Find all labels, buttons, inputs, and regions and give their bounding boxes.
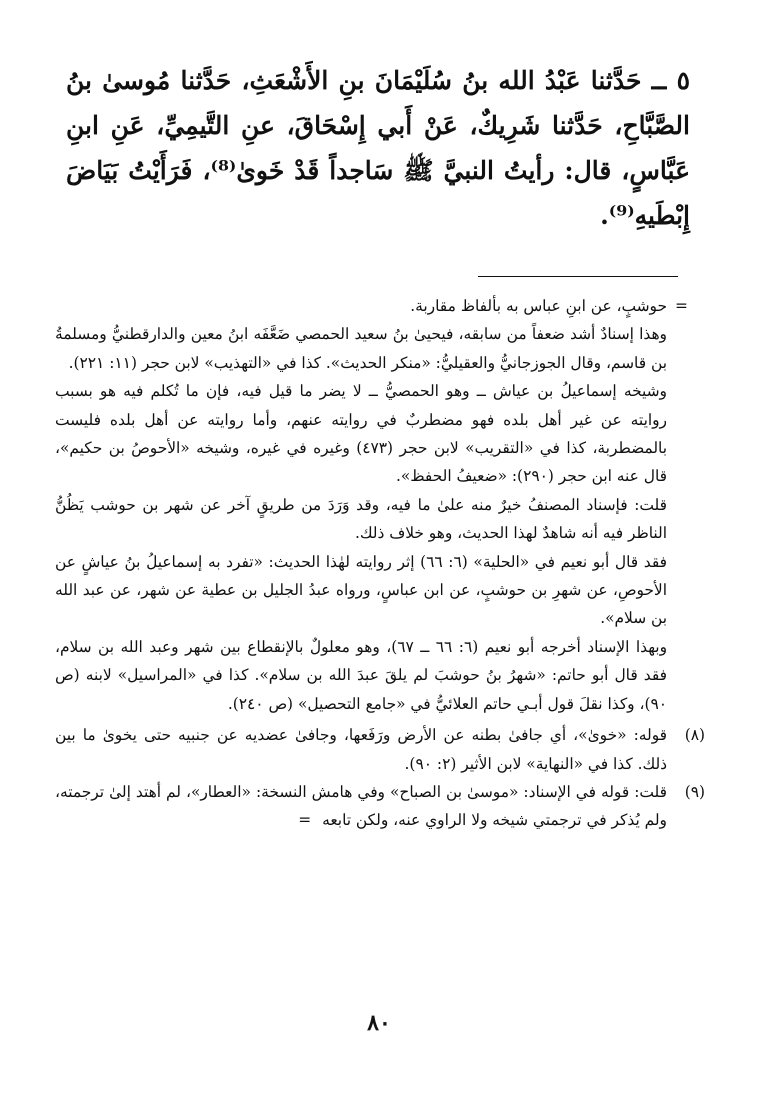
footnote-marker: (٨)	[684, 726, 705, 745]
footnote-paragraph: قلت: فإسناد المصنفُ خيرٌ منه علىٰ ما فيه، وقد وَرَدَ من طريقٍ آخر عن شهر بن حوشب يَظُنُّ الناظر فيه أنه شاهدٌ لهذا الحديث، وهو خلاف ذلك.	[55, 495, 667, 543]
footnote-paragraph: فقد قال أبو نعيم في «الحلية» (٦: ٦٦) إثر روايته لهٰذا الحديث: «تفرد به إسماعيلُ بنُ عياشٍ عن الأحوصِ، عن شهرِ بن حوشبٍ، عن ابن عباسٍ، ورواه عبدُ الجليل بن عطية عن شهر، عن عبد الله بن سلام».	[55, 552, 667, 628]
footnote-text: قوله: «خوىٰ»، أي جافىٰ بطنه عن الأرض ورَفَعها، وجافىٰ عضديه عن جنبيه حتى يخوىٰ ما بين ذلك. كذا في «النهاية» لابن الأثير (٢: ٩٠).	[55, 726, 667, 773]
footnote-separator	[478, 276, 678, 277]
footnote-continuation	[55, 292, 705, 718]
footnote-paragraph: حوشبٍ، عن ابنِ عباس به بألفاظ مقاربة.	[410, 297, 667, 315]
footnote-text: قلت: قوله في الإسناد: «موسىٰ بن الصباح» وفي هامش النسخة: «العطار»، لم أهتد إلىٰ ترجمته، ولم يُذكر في ترجمتي شيخه ولا الراوي عنه، ولكن تابعه	[55, 782, 667, 830]
footnote-paragraph: وبهذا الإسناد أخرجه أبو نعيم (٦: ٦٦ ــ ٦٧)، وهو معلولٌ بالإنقطاع بين شهر وعبد الله بن سلام، فقد قال أبو حاتم: «شهرُ بنُ حوشبَ لم يلقَ عبدَ الله بن سلام». كذا في «المراسيل» لابنه (ص ٩٠)، وكذا نقلَ قول أبـي حاتم العلائيُّ في «جامع التحصيل» (ص ٢٤٠).	[55, 637, 668, 713]
page-number: ٨٠	[367, 1010, 391, 1036]
footnote-8	[55, 721, 705, 778]
footnote-paragraph: وهذا إسنادٌ أشد ضعفاً من سابقه، فيحيىٰ بنُ سعيد الحمصي ضَعَّفَه ابنُ معين والدارقطنيُّ ومسلمةُ بن قاسم، وقال الجوزجانيُّ والعقيليُّ: «منكر الحديث». كذا في «التهذيب» لابن حجر (١١: ٢٢١).	[55, 325, 667, 372]
hadith-paragraph: ٥ ــ حَدَّثنا عَبْدُ الله بنُ سُلَيْمَانَ بنِ الأَشْعَثِ، حَدَّثنا مُوسىٰ بنُ الصَّبَّاحِ، حَدَّثنا شَرِيكٌ، عَنْ أَبي إِسْحَاقَ، عنِ التَّيمِيِّ، عَنِ ابنِ عَبَّاسٍ، قال: رأيتُ النبيَّ ﷺ سَاجداً قَدْ خَوىٰ⁽⁸⁾، فَرَأَيْتُ بَيَاضَ إِبْطَيهِ⁽⁹⁾.	[66, 66, 690, 230]
continuation-marker: =	[675, 297, 688, 315]
footnote-9	[55, 778, 705, 835]
footnotes-section	[55, 292, 705, 835]
trailing-continuation-marker: =	[298, 811, 312, 830]
footnote-paragraph: وشيخه إسماعيلُ بن عياش ــ وهو الحمصيُّ ــ لا يضر ما قيل فيه، فإن ما تُكلم فيه هو بسبب روايته عن غير أهل بلده فهو مضطربٌ في روايته عنهم، وأما روايته عن أهل بلده فليست بالمضطربة، كذا في «التقريب» لابن حجر (٤٧٣) وغيره في غيره، وشيخه «الأحوصُ بن حكيم»، قال عنه ابن حجر (٢٩٠): «ضعيفُ الحفظ».	[55, 382, 667, 486]
footnote-marker: (٩)	[684, 782, 705, 801]
hadith-text	[66, 58, 690, 238]
